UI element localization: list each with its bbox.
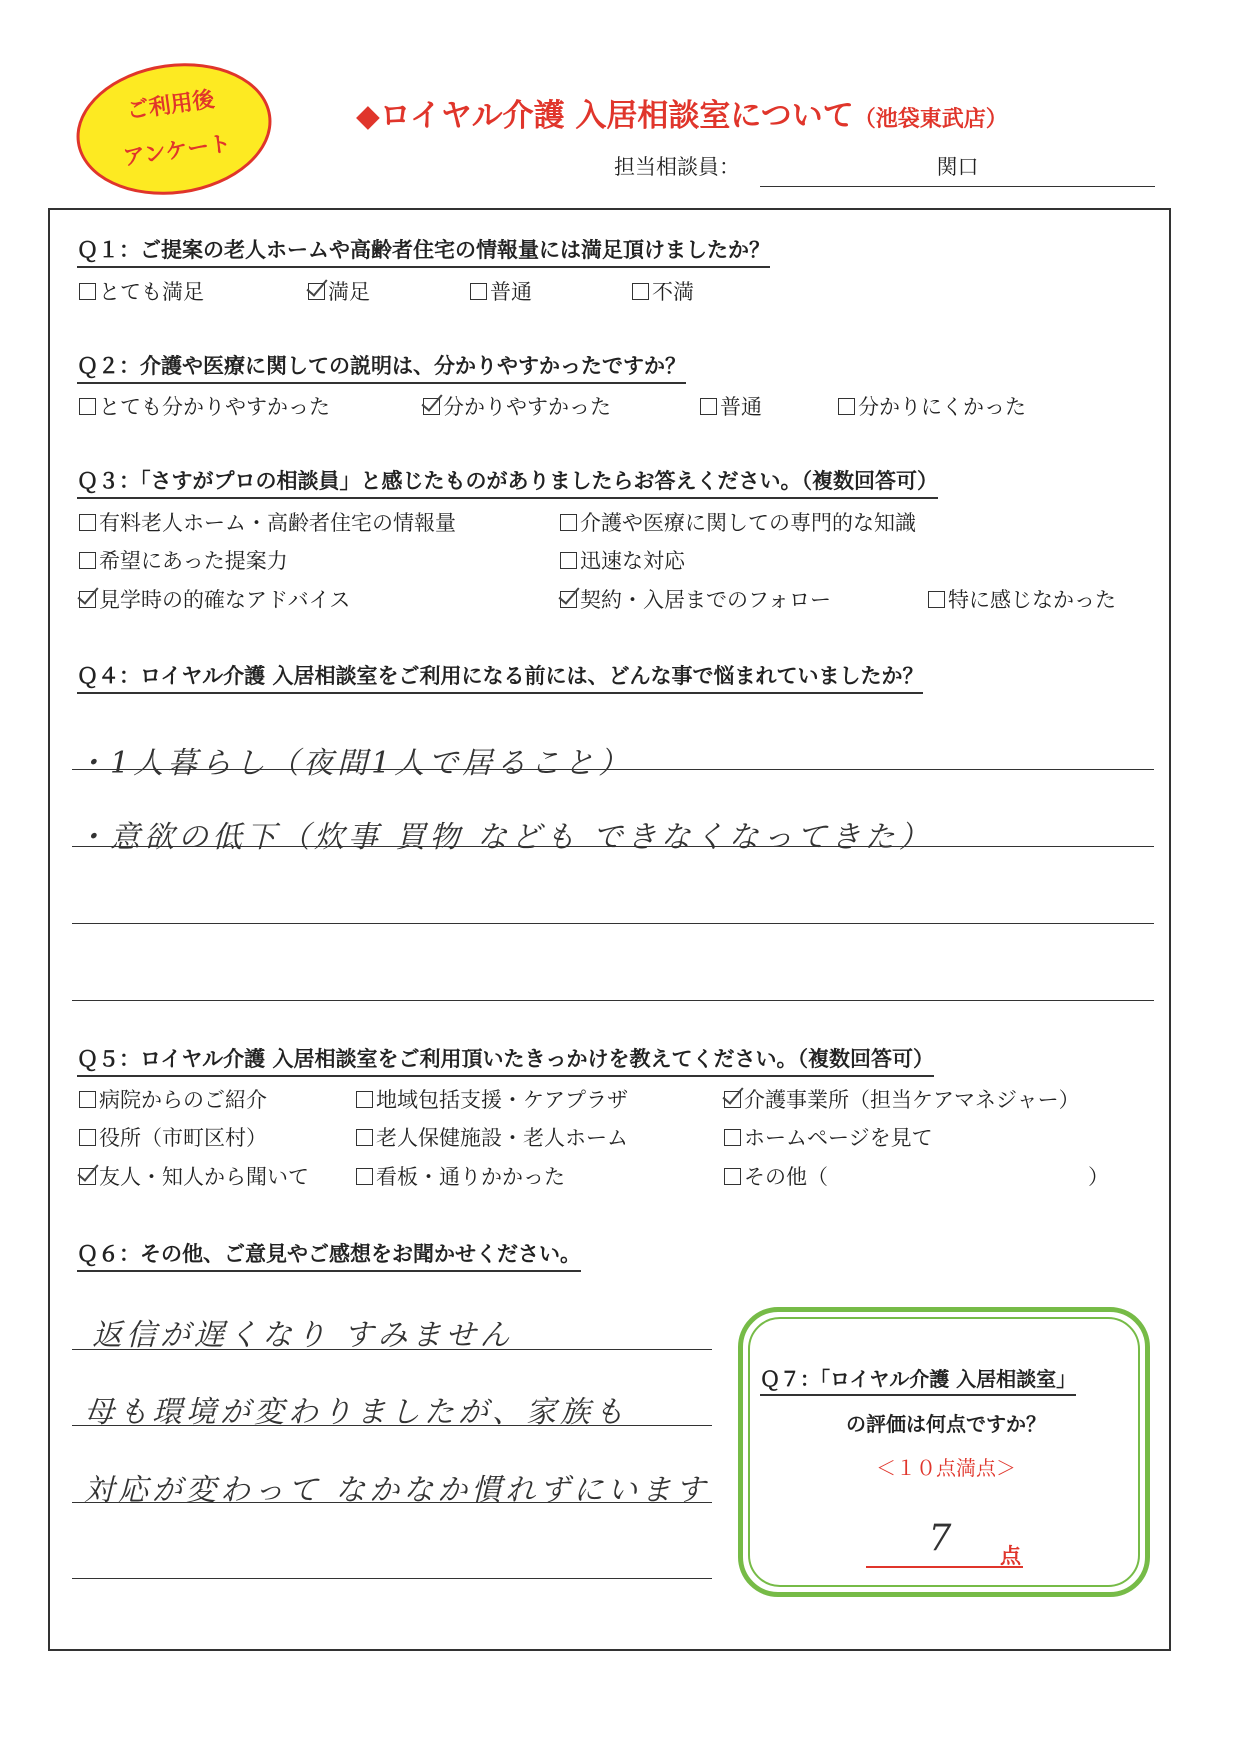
q2-option-2[interactable]: 分かりやすかった bbox=[423, 391, 611, 421]
checkbox[interactable] bbox=[700, 398, 717, 415]
q6-line-2 bbox=[72, 1425, 712, 1426]
checkbox[interactable] bbox=[560, 514, 577, 531]
checkbox[interactable] bbox=[632, 283, 649, 300]
q4-question: Ｑ４：ロイヤル介護 入居相談室をご利用になる前には、どんな事で悩まれていましたか？ bbox=[77, 660, 923, 694]
checkbox[interactable] bbox=[79, 514, 96, 531]
checkbox[interactable] bbox=[928, 591, 945, 608]
badge-line-1: ご利用後 bbox=[125, 87, 217, 125]
q3-option-2[interactable]: 介護や医療に関しての専門的な知識 bbox=[560, 507, 916, 537]
q7-score-unit: 点 bbox=[1000, 1544, 1021, 1568]
q3-option-3[interactable]: 希望にあった提案力 bbox=[79, 545, 288, 575]
checkbox-checked[interactable] bbox=[724, 1091, 741, 1108]
q5-option-3[interactable]: 介護事業所（担当ケアマネジャー） bbox=[724, 1084, 1080, 1114]
q5-option-2[interactable]: 地域包括支援・ケアプラザ bbox=[356, 1084, 628, 1114]
q3-option-5[interactable]: 見学時の的確なアドバイス bbox=[79, 584, 350, 614]
q5-other-close: ） bbox=[1088, 1165, 1109, 1189]
q4-answer-2: ・意欲の低下（炊事 買物 なども できなくなってきた） bbox=[76, 820, 933, 855]
q1-option-2[interactable]: 満足 bbox=[308, 276, 370, 306]
q6-line-1 bbox=[72, 1349, 712, 1350]
q7-question-line-1: Ｑ７：「ロイヤル介護 入居相談室」 bbox=[760, 1363, 1076, 1396]
q5-option-8[interactable]: 看板・通りかかった bbox=[356, 1161, 565, 1191]
q5-option-5[interactable]: 老人保健施設・老人ホーム bbox=[356, 1122, 628, 1152]
q5-question: Ｑ５：ロイヤル介護 入居相談室をご利用頂いたきっかけを教えてください。（複数回答可） bbox=[77, 1043, 934, 1077]
q1-option-1[interactable]: とても満足 bbox=[79, 276, 204, 306]
q2-question: Ｑ２：介護や医療に関しての説明は、分かりやすかったですか？ bbox=[77, 350, 686, 384]
checkbox-checked[interactable] bbox=[308, 283, 325, 300]
checkbox[interactable] bbox=[560, 552, 577, 569]
staff-label: 担当相談員： bbox=[614, 155, 740, 179]
q6-line-4 bbox=[72, 1578, 712, 1579]
q3-option-1[interactable]: 有料老人ホーム・高齢者住宅の情報量 bbox=[79, 507, 456, 537]
q7-score-underline bbox=[866, 1566, 1023, 1568]
q2-option-3[interactable]: 普通 bbox=[700, 391, 762, 421]
q5-option-9[interactable]: その他（ bbox=[724, 1161, 828, 1191]
q1-question: Ｑ１：ご提案の老人ホームや高齢者住宅の情報量には満足頂けましたか？ bbox=[77, 234, 770, 268]
q6-question: Ｑ６：その他、ご意見やご感想をお聞かせください。 bbox=[77, 1238, 581, 1272]
checkbox-checked[interactable] bbox=[79, 591, 96, 608]
q3-question: Ｑ３：「さすがプロの相談員」と感じたものがありましたらお答えください。（複数回答可） bbox=[77, 465, 938, 499]
checkbox[interactable] bbox=[724, 1168, 741, 1185]
q6-line-3 bbox=[72, 1502, 712, 1503]
q4-line-1 bbox=[72, 769, 1154, 770]
checkbox-checked[interactable] bbox=[560, 591, 577, 608]
checkbox[interactable] bbox=[356, 1091, 373, 1108]
staff-underline bbox=[760, 186, 1155, 187]
title-branch: （池袋東武店） bbox=[853, 107, 1008, 132]
q2-option-4[interactable]: 分かりにくかった bbox=[838, 391, 1026, 421]
checkbox-checked[interactable] bbox=[423, 398, 440, 415]
title-main: ◆ロイヤル介護 入居相談室について bbox=[356, 98, 854, 134]
q7-question-line-2: の評価は何点ですか？ bbox=[846, 1412, 1046, 1436]
q4-line-3 bbox=[72, 923, 1154, 924]
checkbox-checked[interactable] bbox=[79, 1168, 96, 1185]
q7-score-note: ＜１０点満点＞ bbox=[876, 1456, 1016, 1480]
q3-option-6[interactable]: 契約・入居までのフォロー bbox=[560, 584, 831, 614]
q5-option-6[interactable]: ホームページを見て bbox=[724, 1122, 933, 1152]
checkbox[interactable] bbox=[838, 398, 855, 415]
q4-line-2 bbox=[72, 846, 1154, 847]
q1-option-3[interactable]: 普通 bbox=[470, 276, 532, 306]
badge-line-2: アンケート bbox=[121, 131, 233, 172]
checkbox[interactable] bbox=[356, 1168, 373, 1185]
checkbox[interactable] bbox=[724, 1129, 741, 1146]
checkbox[interactable] bbox=[79, 1129, 96, 1146]
checkbox[interactable] bbox=[79, 283, 96, 300]
checkbox[interactable] bbox=[79, 1091, 96, 1108]
q2-option-1[interactable]: とても分かりやすかった bbox=[79, 391, 330, 421]
q6-answer-2: 母も環境が変わりましたが、家族も bbox=[84, 1395, 628, 1430]
q3-option-4[interactable]: 迅速な対応 bbox=[560, 545, 685, 575]
q7-score-value: 7 bbox=[928, 1518, 952, 1559]
checkbox[interactable] bbox=[356, 1129, 373, 1146]
q5-option-7[interactable]: 友人・知人から聞いて bbox=[79, 1161, 309, 1191]
staff-name: 関口 bbox=[936, 155, 979, 179]
checkbox[interactable] bbox=[79, 552, 96, 569]
q6-answer-1: 返信が遅くなり すみません bbox=[92, 1318, 514, 1353]
q6-answer-3: 対応が変わって なかなか慣れずにいます bbox=[84, 1473, 710, 1508]
survey-badge bbox=[68, 51, 280, 207]
checkbox[interactable] bbox=[79, 398, 96, 415]
q3-option-7[interactable]: 特に感じなかった bbox=[928, 584, 1116, 614]
checkbox[interactable] bbox=[470, 283, 487, 300]
q1-option-4[interactable]: 不満 bbox=[632, 276, 694, 306]
q4-line-4 bbox=[72, 1000, 1154, 1001]
q5-option-4[interactable]: 役所（市町区村） bbox=[79, 1122, 267, 1152]
q4-answer-1: ・1人暮らし（夜間1人で居ること） bbox=[76, 746, 633, 781]
page-title bbox=[356, 90, 1008, 135]
q5-option-1[interactable]: 病院からのご紹介 bbox=[79, 1084, 267, 1114]
